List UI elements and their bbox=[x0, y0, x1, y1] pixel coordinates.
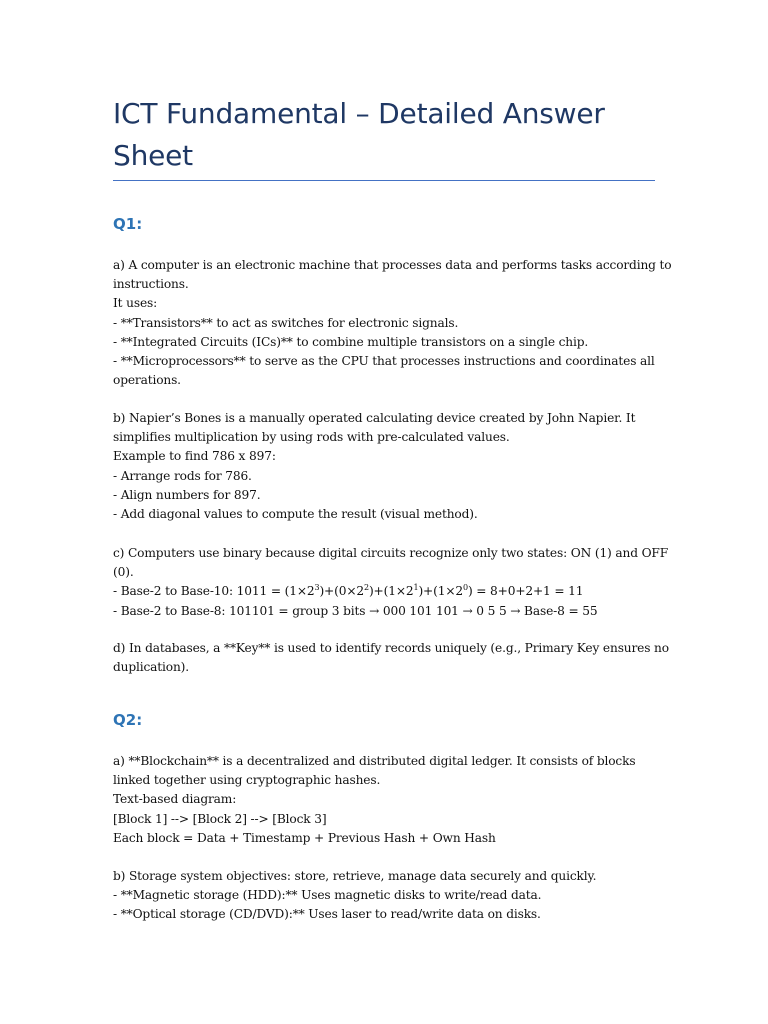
q2-heading: Q2: bbox=[113, 711, 143, 729]
q1-b-line: - Arrange rods for 786. bbox=[113, 468, 252, 483]
q1-c-base10-line bbox=[113, 582, 658, 601]
document-title-line-2: Sheet bbox=[113, 139, 193, 172]
q1-b-line: b) Napier’s Bones is a manually operated calculating device created by John Napier. It bbox=[113, 411, 636, 425]
q2-b-line: - **Magnetic storage (HDD):** Uses magnetic disks to write/read data. bbox=[113, 888, 542, 903]
q1-heading: Q1: bbox=[113, 215, 143, 233]
q1-a-line: - **Integrated Circuits (ICs)** to combine multiple transistors on a single chip. bbox=[113, 334, 589, 349]
q1-c-base10-term: )+(1×2 bbox=[418, 584, 463, 599]
q1-answer-d bbox=[113, 639, 669, 677]
exponent: 3 bbox=[314, 583, 320, 593]
q2-b-line: b) Storage system objectives: store, retrieve, manage data securely and quickly. bbox=[113, 869, 597, 883]
q1-c-base10-prefix: - Base-2 to Base-10: 1011 = (1×2 bbox=[113, 584, 315, 599]
q1-b-line: simplifies multiplication by using rods with pre-calculated values. bbox=[113, 430, 510, 445]
q1-a-line: - **Microprocessors** to serve as the CPU that processes instructions and coordinates all bbox=[113, 354, 655, 369]
q2-answer-b bbox=[113, 867, 658, 925]
q1-answer-c bbox=[113, 544, 669, 621]
q1-a-line: instructions. bbox=[113, 277, 189, 292]
q1-answer-a bbox=[113, 256, 672, 390]
q1-a-line: a) A computer is an electronic machine that processes data and performs tasks according to bbox=[113, 258, 672, 272]
q2-a-line: Text-based diagram: bbox=[113, 792, 237, 807]
title-underline-rule bbox=[113, 180, 655, 181]
q1-b-line: - Align numbers for 897. bbox=[113, 487, 261, 502]
q2-a-line: Each block = Data + Timestamp + Previous Hash + Own Hash bbox=[113, 830, 496, 845]
q2-a-line: linked together using cryptographic hashes. bbox=[113, 773, 381, 788]
document-title bbox=[113, 93, 658, 177]
q1-c-base10-term: )+(0×2 bbox=[319, 584, 364, 599]
q1-d-line: d) In databases, a **Key** is used to identify records uniquely (e.g., Primary Key ensures no bbox=[113, 641, 669, 655]
q1-b-line: - Add diagonal values to compute the result (visual method). bbox=[113, 507, 478, 522]
exponent: 1 bbox=[413, 583, 419, 593]
q1-d-line: duplication). bbox=[113, 660, 190, 675]
q1-b-line: Example to find 786 x 897: bbox=[113, 449, 276, 464]
q1-answer-b bbox=[113, 409, 658, 524]
q1-c-base10-term: )+(1×2 bbox=[368, 584, 414, 599]
document-title-line-1: ICT Fundamental – Detailed Answer bbox=[113, 97, 605, 130]
q1-c-line: (0). bbox=[113, 565, 134, 580]
q1-a-line: operations. bbox=[113, 373, 181, 388]
q1-a-line: It uses: bbox=[113, 296, 158, 311]
q1-a-line: - **Transistors** to act as switches for electronic signals. bbox=[113, 315, 459, 330]
q2-a-line: [Block 1] --> [Block 2] --> [Block 3] bbox=[113, 811, 327, 826]
q2-a-line: a) **Blockchain** is a decentralized and distributed digital ledger. It consists of blocks bbox=[113, 754, 636, 768]
q2-answer-a bbox=[113, 752, 658, 848]
exponent: 2 bbox=[363, 583, 369, 593]
q1-c-line: c) Computers use binary because digital circuits recognize only two states: ON (1) and OFF bbox=[113, 546, 669, 560]
q1-c-base8-line: - Base-2 to Base-8: 101101 = group 3 bits → 000 101 101 → 0 5 5 → Base-8 = 55 bbox=[113, 603, 598, 618]
q1-c-base10-suffix: ) = 8+0+2+1 = 11 bbox=[467, 584, 584, 599]
exponent: 0 bbox=[462, 583, 468, 593]
q2-b-line: - **Optical storage (CD/DVD):** Uses laser to read/write data on disks. bbox=[113, 907, 541, 922]
